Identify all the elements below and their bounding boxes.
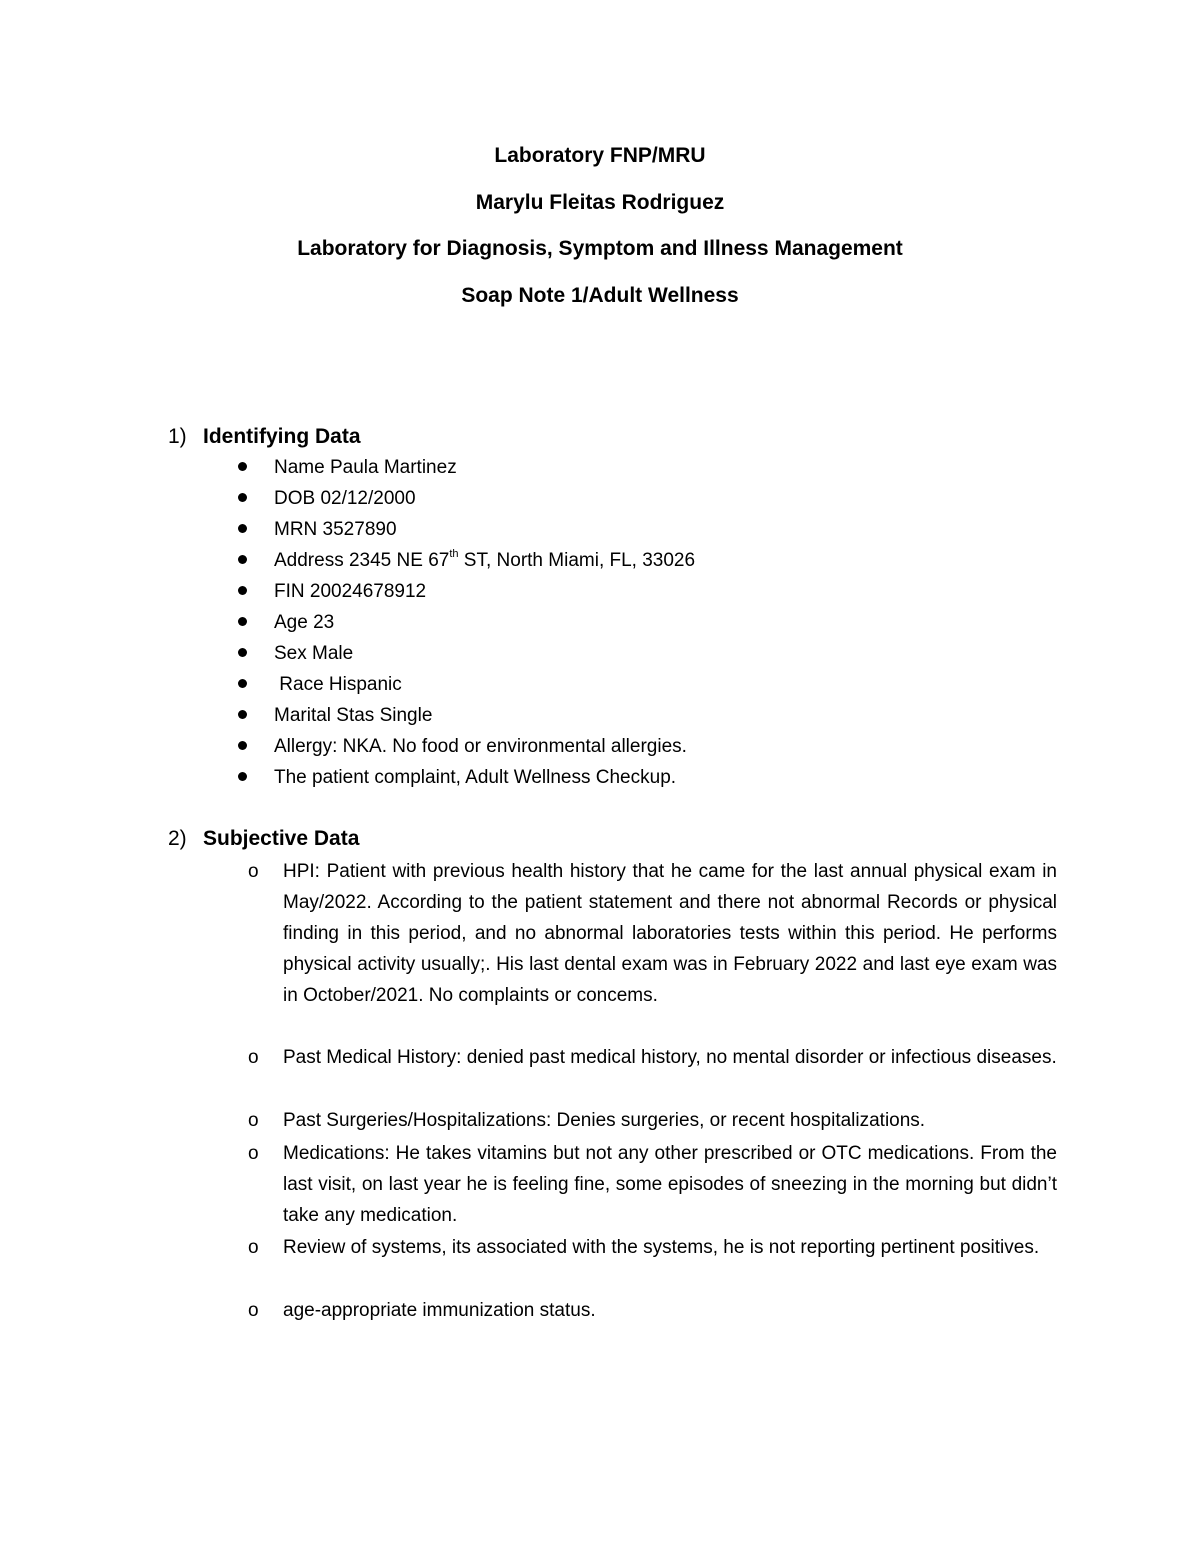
- author-name: Marylu Fleitas Rodriguez: [475, 191, 725, 214]
- circle-bullet-icon: o: [248, 1047, 259, 1068]
- list-item: [245, 856, 1057, 1042]
- medications-text: Medications: He takes vitamins but not any other prescribed or OTC medications. From the last visit, on last year he is feeling fine, some episodes of sneezing in the morning but didn’t take any medication.: [283, 1143, 1057, 1226]
- address-item: [274, 545, 695, 576]
- identifying-item-text: Age 23: [274, 612, 335, 633]
- section-1-heading: Identifying Data: [203, 425, 361, 448]
- bullet-icon: [238, 586, 247, 595]
- circle-bullet-icon: o: [248, 1143, 259, 1164]
- past-medical-history-text: Past Medical History: denied past medical history, no mental disorder or infectious diseases.: [283, 1047, 1057, 1068]
- bullet-icon: [238, 710, 247, 719]
- bullet-icon: [238, 555, 247, 564]
- bullet-icon: [238, 741, 247, 750]
- identifying-item-text: Name Paula Martinez: [274, 457, 457, 478]
- identifying-item-text: Marital Stas Single: [274, 705, 433, 726]
- list-item: [245, 1042, 1057, 1104]
- immunization-text: age-appropriate immunization status.: [283, 1300, 596, 1321]
- bullet-icon: [238, 524, 247, 533]
- document-title: Laboratory FNP/MRU: [494, 144, 706, 167]
- address-superscript: th: [449, 548, 459, 560]
- identifying-item-text: The patient complaint, Adult Wellness Checkup.: [274, 767, 677, 788]
- course-name: Laboratory for Diagnosis, Symptom and Illness Management: [297, 237, 903, 260]
- review-of-systems-text: Review of systems, its associated with the systems, he is not reporting pertinent positives.: [283, 1237, 1040, 1258]
- bullet-icon: [238, 772, 247, 781]
- identifying-item-text: Race Hispanic: [274, 674, 402, 695]
- address-main: Address 2345 NE 67: [274, 550, 450, 571]
- section-2-heading: Subjective Data: [203, 827, 360, 850]
- identifying-item-text: MRN 3527890: [274, 519, 397, 540]
- circle-bullet-icon: o: [248, 1300, 259, 1321]
- past-surgeries-text: Past Surgeries/Hospitalizations: Denies surgeries, or recent hospitalizations.: [283, 1110, 926, 1131]
- list-item: [245, 1105, 1057, 1136]
- list-item: [245, 1232, 1057, 1294]
- bullet-icon: [238, 462, 247, 471]
- list-item: [245, 1138, 1057, 1231]
- bullet-icon: [238, 617, 247, 626]
- identifying-item-text: DOB 02/12/2000: [274, 488, 416, 509]
- section-1-number: 1): [168, 425, 187, 448]
- section-2-number: 2): [168, 827, 187, 850]
- circle-bullet-icon: o: [248, 861, 259, 882]
- circle-bullet-icon: o: [248, 1110, 259, 1131]
- circle-bullet-icon: o: [248, 1237, 259, 1258]
- note-title: Soap Note 1/Adult Wellness: [461, 284, 739, 307]
- identifying-item-text: Sex Male: [274, 643, 354, 664]
- bullet-icon: [238, 493, 247, 502]
- list-item: [245, 1295, 1057, 1326]
- bullet-icon: [238, 679, 247, 688]
- bullet-icon: [238, 648, 247, 657]
- identifying-item-text: FIN 20024678912: [274, 581, 427, 602]
- address-rest: ST, North Miami, FL, 33026: [458, 550, 696, 571]
- identifying-item-text: Allergy: NKA. No food or environmental allergies.: [274, 736, 687, 757]
- hpi-text: HPI: Patient with previous health history that he came for the last annual physical exam in May/2022. According to the patient statement and there not abnormal Records or physical finding in this period, and no abnormal laboratories tests within this period. He performs physical activity usually;. His last dental exam was in February 2022 and last eye exam was in October/2021. No complaints or concems.: [283, 861, 1057, 1006]
